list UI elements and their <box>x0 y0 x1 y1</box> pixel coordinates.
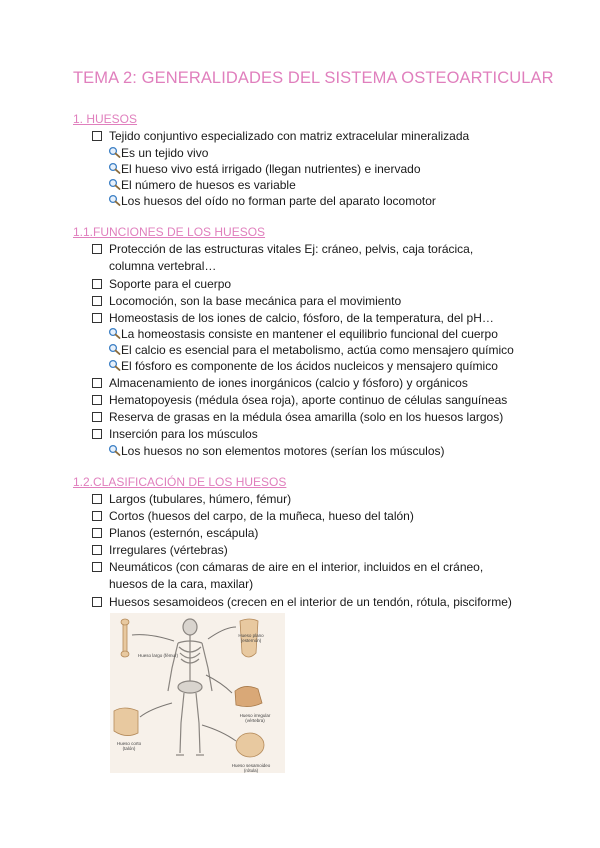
checkbox-icon[interactable] <box>92 378 102 388</box>
list-item: Tejido conjuntivo especializado con matriz extracelular mineralizada <box>92 128 512 145</box>
checkbox-icon[interactable] <box>92 562 102 572</box>
checkbox-icon[interactable] <box>92 131 102 141</box>
sub-item: El hueso vivo está irrigado (llegan nutrientes) e inervado <box>108 161 421 178</box>
checkbox-icon[interactable] <box>92 597 102 607</box>
checkbox-icon[interactable] <box>92 545 102 555</box>
sub-item: Los huesos del oído no forman parte del aparato locomotor <box>108 193 436 210</box>
list-item: Irregulares (vértebras) <box>92 542 512 559</box>
magnifier-icon <box>108 343 121 355</box>
section-heading-funciones: 1.1.FUNCIONES DE LOS HUESOS <box>73 225 266 239</box>
sub-item: La homeostasis consiste en mantener el equilibrio funcional del cuerpo <box>108 326 498 343</box>
magnifier-icon <box>108 444 121 456</box>
sub-item: El fósforo es componente de los ácidos nucleicos y mensajero químico <box>108 358 498 375</box>
bone-types-figure <box>110 613 285 773</box>
page-title: TEMA 2: GENERALIDADES DEL SISTEMA OSTEOARTICULAR <box>73 69 554 87</box>
magnifier-icon <box>108 146 121 158</box>
checkbox-icon[interactable] <box>92 279 102 289</box>
magnifier-icon <box>108 194 121 206</box>
list-item: Neumáticos (con cámaras de aire en el interior, incluidos en el cráneo, huesos de la cara, maxilar) <box>92 559 512 592</box>
section-heading-huesos: 1. HUESOS <box>73 112 138 126</box>
magnifier-icon <box>108 162 121 174</box>
list-item: Largos (tubulares, húmero, fémur) <box>92 491 512 508</box>
checkbox-icon[interactable] <box>92 395 102 405</box>
sub-item: Es un tejido vivo <box>108 145 208 162</box>
section-heading-clasificacion: 1.2.CLASIFICACIÓN DE LOS HUESOS <box>73 475 287 489</box>
label-irregular-bone: Hueso irregular (vértebra) <box>239 713 271 723</box>
list-item: Planos (esternón, escápula) <box>92 525 512 542</box>
checkbox-icon[interactable] <box>92 511 102 521</box>
checkbox-icon[interactable] <box>92 429 102 439</box>
sub-item: El calcio es esencial para el metabolismo, actúa como mensajero químico <box>108 342 514 359</box>
magnifier-icon <box>108 359 121 371</box>
sub-item: El número de huesos es variable <box>108 177 296 194</box>
list-item: Cortos (huesos del carpo, de la muñeca, hueso del talón) <box>92 508 512 525</box>
list-item: Homeostasis de los iones de calcio, fósforo, de la temperatura, del pH… <box>92 310 512 327</box>
list-item: Reserva de grasas en la médula ósea amarilla (solo en los huesos largos) <box>92 409 512 426</box>
list-item: Hematopoyesis (médula ósea roja), aporte continuo de células sanguíneas <box>92 392 512 409</box>
list-item: Protección de las estructuras vitales Ej: cráneo, pelvis, caja torácica, columna vertebral… <box>92 241 512 274</box>
checkbox-icon[interactable] <box>92 244 102 254</box>
label-short-bone: Hueso corto (talón) <box>116 741 142 751</box>
label-flat-bone: Hueso plano (esternón) <box>238 633 264 643</box>
checkbox-icon[interactable] <box>92 313 102 323</box>
checkbox-icon[interactable] <box>92 528 102 538</box>
list-item: Almacenamiento de iones inorgánicos (calcio y fósforo) y orgánicos <box>92 375 512 392</box>
label-long-bone: Hueso largo (fémur) <box>138 653 179 658</box>
magnifier-icon <box>108 178 121 190</box>
checkbox-icon[interactable] <box>92 412 102 422</box>
magnifier-icon <box>108 327 121 339</box>
checkbox-icon[interactable] <box>92 494 102 504</box>
list-item: Soporte para el cuerpo <box>92 276 512 293</box>
list-item: Huesos sesamoideos (crecen en el interior de un tendón, rótula, pisciforme) <box>92 594 512 611</box>
checkbox-icon[interactable] <box>92 296 102 306</box>
list-item: Locomoción, son la base mecánica para el movimiento <box>92 293 512 310</box>
label-sesamoid-bone: Hueso sesamoideo (rótula) <box>231 763 271 773</box>
list-item: Inserción para los músculos <box>92 426 512 443</box>
sub-item: Los huesos no son elementos motores (serían los músculos) <box>108 443 445 460</box>
